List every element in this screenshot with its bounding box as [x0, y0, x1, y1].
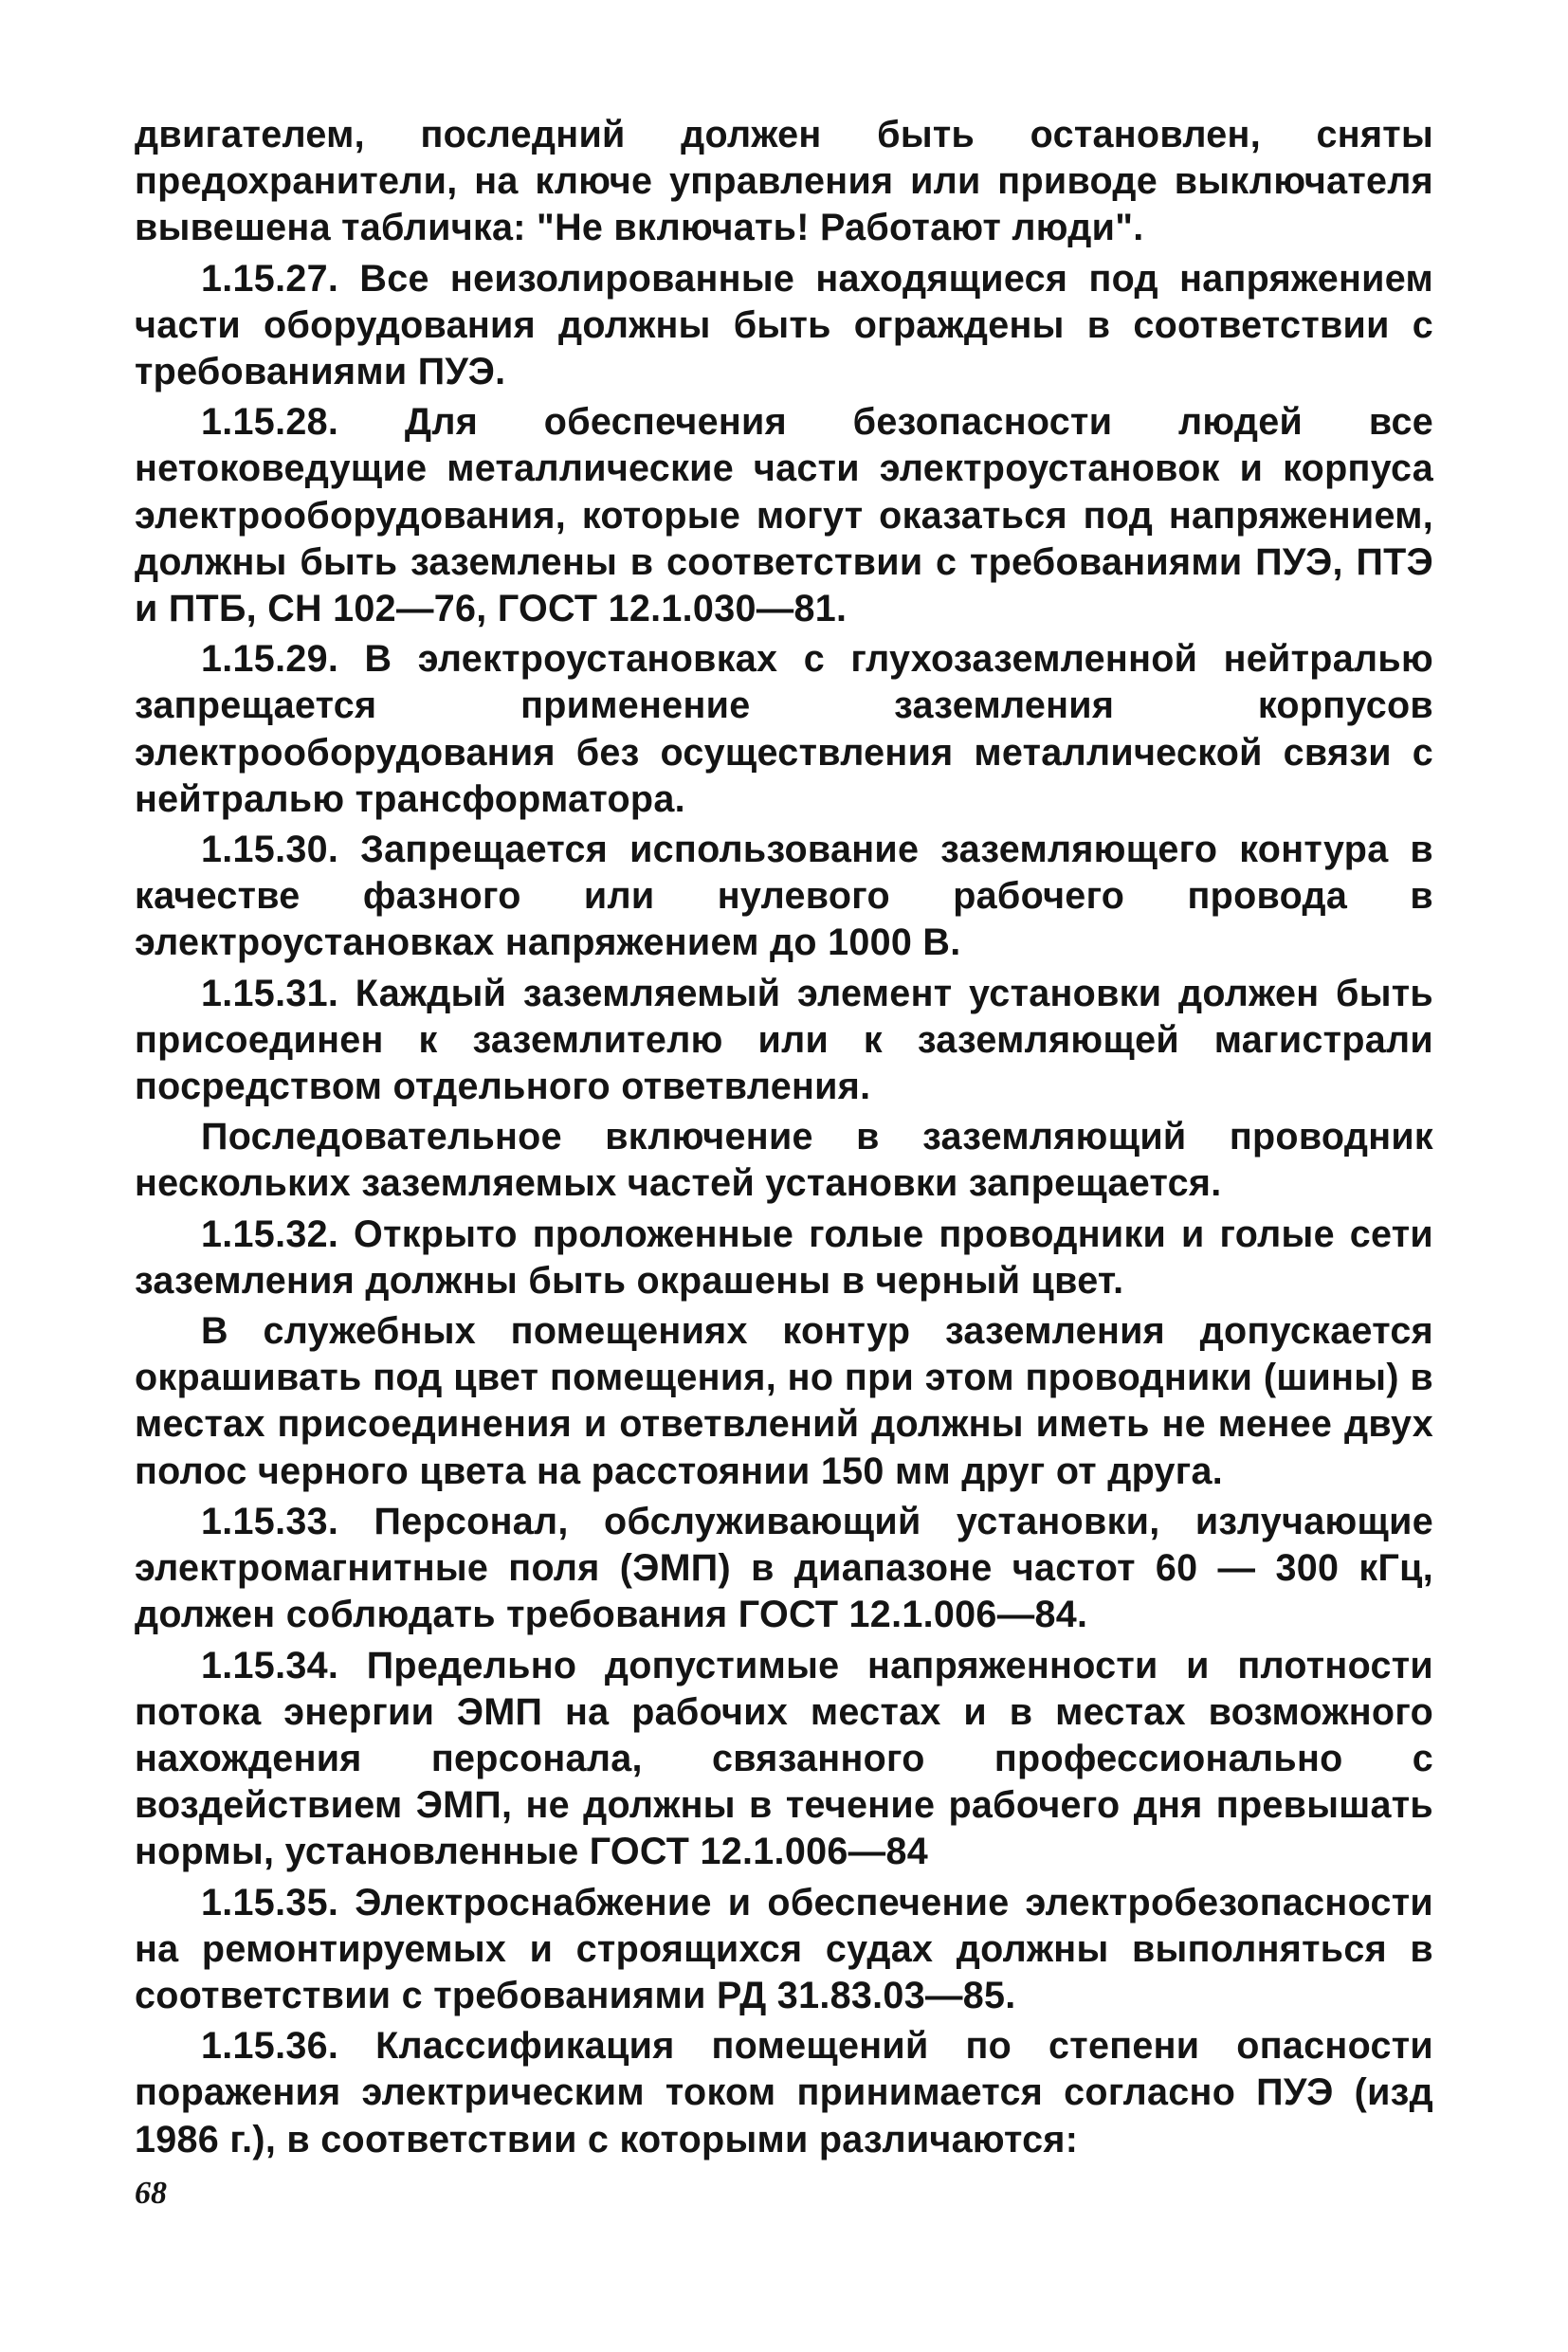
- paragraph-1-15-35: 1.15.35. Электроснабжение и обеспечение электробезопасности на ремонтируемых и строящихся судах должны выполняться в соответствии с требованиями РД 31.83.03—85.: [135, 1881, 1433, 2016]
- document-page: [135, 112, 1433, 2167]
- paragraph-1-15-29: 1.15.29. В электроустановках с глухозаземленной нейтралью запрещается применение заземления корпусов электрооборудования без осуществления металлической связи с нейтралью трансформатора.: [135, 638, 1433, 820]
- paragraph-1-15-33: 1.15.33. Персонал, обслуживающий установки, излучающие электромагнитные поля (ЭМП) в диапазоне частот 60 — 300 кГц, должен соблюдать требования ГОСТ 12.1.006—84.: [135, 1500, 1433, 1636]
- paragraph-serial-connection: Последовательное включение в заземляющий проводник нескольких заземляемых частей установки запрещается.: [135, 1116, 1433, 1205]
- page-number: 68: [135, 2176, 167, 2211]
- paragraph-1-15-28: 1.15.28. Для обеспечения безопасности людей все нетоковедущие металлические части электроустановок и корпуса электрооборудования, которые могут оказаться под напряжением, должны быть заземлены в соответствии с требованиями ПУЭ, ПТЭ и ПТБ, СН 102—76, ГОСТ 12.1.030—81.: [135, 401, 1433, 630]
- paragraph-1-15-27: 1.15.27. Все неизолированные находящиеся под напряжением части оборудования должны быть ограждены в соответствии с требованиями ПУЭ.: [135, 257, 1433, 393]
- paragraph-service-rooms: В служебных помещениях контур заземления допускается окрашивать под цвет помещения, но при этом проводники (шины) в местах присоединения и ответвлений должны иметь не менее двух полос черного цвета на расстоянии 150 мм друг от друга.: [135, 1310, 1433, 1492]
- paragraph-1-15-30: 1.15.30. Запрещается использование заземляющего контура в качестве фазного или нулевого рабочего провода в электроустановках напряжением до 1000 В.: [135, 829, 1433, 964]
- paragraph-1-15-31: 1.15.31. Каждый заземляемый элемент установки должен быть присоединен к заземлителю или к заземляющей магистрали посредством отдельного ответвления.: [135, 972, 1433, 1108]
- paragraph-1-15-34: 1.15.34. Предельно допустимые напряженности и плотности потока энергии ЭМП на рабочих местах и в местах возможного нахождения персонала, связанного профессионально с воздействием ЭМП, не должны в течение рабочего дня превышать нормы, установленные ГОСТ 12.1.006—84: [135, 1644, 1433, 1873]
- paragraph-1-15-32: 1.15.32. Открыто проложенные голые проводники и голые сети заземления должны быть окрашены в черный цвет.: [135, 1212, 1433, 1302]
- paragraph-continuation: двигателем, последний должен быть остановлен, сняты предохранители, на ключе управления или приводе выключателя вывешена табличка: "Не включать! Работают люди".: [135, 114, 1433, 249]
- paragraph-1-15-36: 1.15.36. Классификация помещений по степени опасности поражения электрическим током принимается согласно ПУЭ (изд 1986 г.), в соответствии с которыми различаются:: [135, 2025, 1433, 2161]
